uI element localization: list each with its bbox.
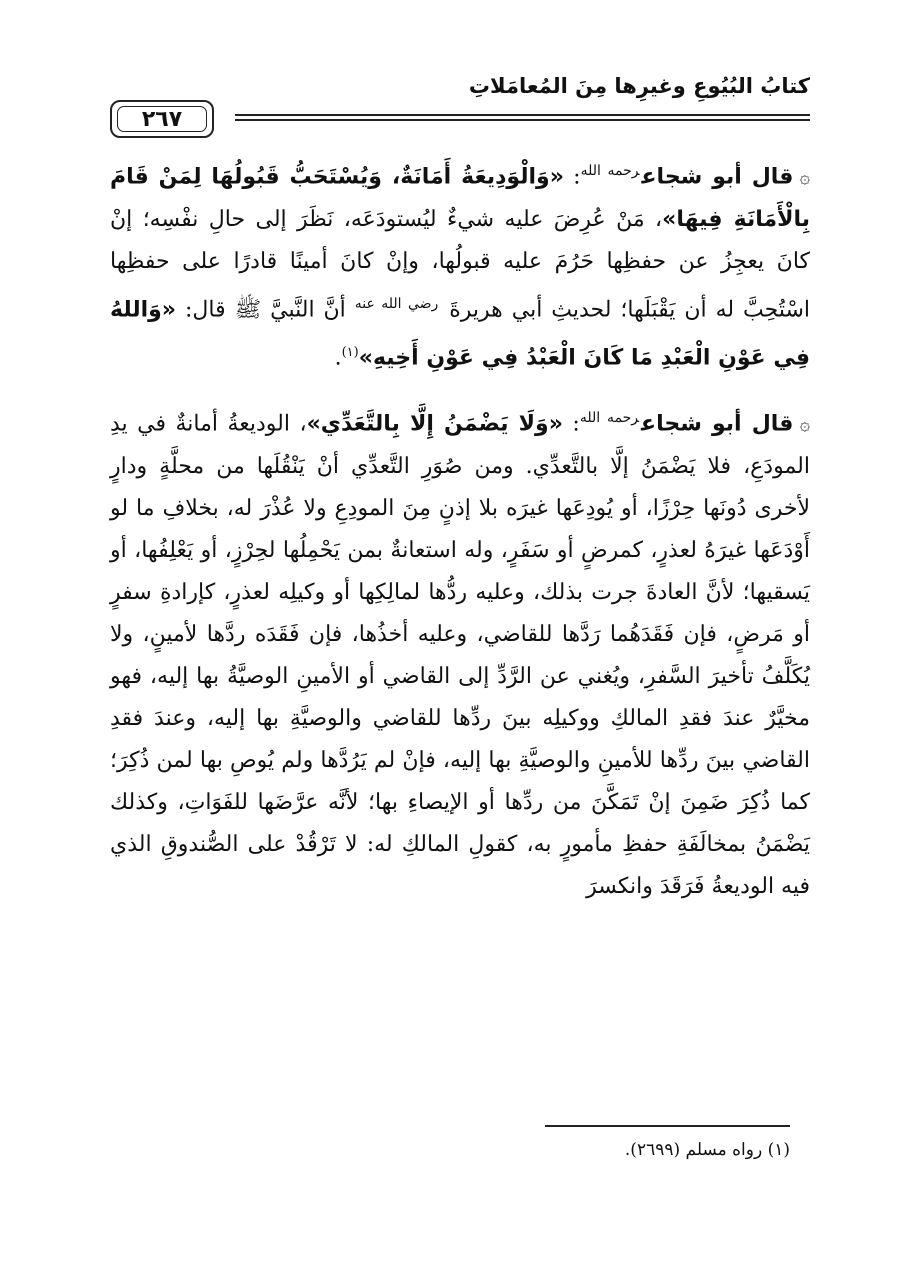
ornament-icon: ۞ bbox=[799, 167, 810, 189]
header-rule bbox=[235, 114, 810, 116]
footnote-rule bbox=[545, 1125, 790, 1127]
sentence-end: . bbox=[334, 344, 342, 370]
salawat-symbol: ﷺ bbox=[234, 297, 262, 323]
book-title: كتابُ البُيُوعِ وغيرِها مِنَ المُعامَلاتِ bbox=[468, 74, 810, 98]
matn-quote: «وَالْوَدِيعَةُ أَمَانَةٌ، وَيُسْتَحَبُّ قَبُولُهَا لِمَنْ قَامَ بِالْأَمَانَةِ فِيهَا» bbox=[110, 164, 810, 233]
speaker-label: قال أبو شجاع bbox=[641, 164, 794, 190]
header-rule bbox=[235, 119, 810, 121]
honorific: رحمه الله bbox=[580, 163, 640, 179]
matn-quote: «وَلَا يَضْمَنُ إِلَّا بِالتَّعَدِّي» bbox=[306, 411, 563, 437]
footnote: (١) رواه مسلم (٢٦٩٩). bbox=[624, 1140, 790, 1160]
commentary-text: ، مَنْ عُرِضَ عليه شيءٌ ليُستودَعَه، نَظَرَ إلى حالِ نفْسِه؛ إنْ كانَ يعجِزُ عن حفظِها حَرُمَ عليه قبولُها، وإنْ كانَ أمينًا قادرًا على حفظِها اسْتُحِبَّ له أن يَقْبَلَها؛ لحديثِ أبي هريرةَ bbox=[110, 207, 811, 323]
page-number-frame bbox=[110, 100, 214, 138]
hadith-quote: «وَاللهُ فِي عَوْنِ الْعَبْدِ مَا كَانَ الْعَبْدُ فِي عَوْنِ أَخِيهِ» bbox=[110, 297, 810, 370]
paragraph-2: ۞قال أبو شجاع$^{رحمه الله}$: «وَلَا يَضْمَنُ إِلَّا بِالتَّعَدِّي»، الوديعةُ أمانةٌ في يدِ المودَعِ، فلا يَضْمَنُ إلَّا بالتَّعدِّي. ومن صُوَرِ التَّعدِّي أنْ يَنْقُلَها من محلَّةٍ ودارٍ لأخرى دُونَها حِرْزًا، أو يُودِعَها غيرَه بلا إذنٍ مِنَ المودِعِ ولا عُذْرَ له، بخلافِ ما لو أَوْدَعَها غيرَهُ لعذرٍ، كمرضٍ أو سَفَرٍ، وله استعانةٌ بمن يَحْمِلُها لحِرْزٍ، أو يَعْلِفُها، أو يَسقيها؛ لأنَّ العادةَ جرت بذلك، وعليه ردُّها لمالِكِها أو وكيلِه لعذرٍ، كإرادةِ سفرٍ أو مَرضٍ، فإن فَقَدَهُما رَدَّها للقاضي، وعليه أخذُها، فإن فَقَدَه ردَّها لأمينٍ، ولا يُكَلَّفُ تأخيرَ السَّفرِ، ويُغني عن الرَّدِّ إلى القاضي أو الأمينِ الوصيَّةُ بها إليه، فهو مخيَّرٌ عندَ فقدِ المالكِ ووكيلِه بينَ ردِّها للقاضي والوصيَّةِ بها إليه، وعندَ فقدِ القاضي بينَ ردِّها للأمينِ والوصيَّةِ بها إليه، فإنْ لم يَرُدَّها ولم يُوصِ بها لمن ذُكِرَ؛ كما ذُكِرَ ضَمِنَ إنْ تَمَكَّنَ من ردِّها أو الإيصاءِ بها؛ لأنَّه عرَّضَها للفَوَاتِ، وكذلك يَضْمَنُ بمخالَفَةِ حفظِ مأمورٍ به، كقولِ المالكِ له: لا تَرْقُدْ على الصُّندوقِ الذي فيه الوديعةُ فَرَقَدَ وانكسرَ bbox=[110, 409, 811, 900]
honorific: رحمه الله bbox=[579, 409, 640, 426]
main-text bbox=[110, 150, 810, 908]
commentary-text: أنَّ النَّبيَّ bbox=[270, 297, 346, 323]
footnote-reference[interactable]: (١) bbox=[341, 344, 359, 360]
page-number: ٢٦٧ bbox=[141, 106, 183, 132]
sahabi-honorific: رضي الله عنه bbox=[354, 296, 439, 313]
running-header bbox=[110, 68, 810, 132]
ornament-icon: ۞ bbox=[799, 414, 811, 436]
commentary-text: ، الوديعةُ أمانةٌ في يدِ المودَعِ، فلا يَضْمَنُ إلَّا بالتَّعدِّي. ومن صُوَرِ التَّعدِّي أنْ يَنْقُلَها من محلَّةٍ ودارٍ لأخرى دُونَها حِرْزًا، أو يُودِعَها غيرَه بلا إذنٍ مِنَ المودِعِ ولا عُذْرَ له، بخلافِ ما لو أَوْدَعَها غيرَهُ لعذرٍ، كمرضٍ أو سَفَرٍ، وله استعانةٌ بمن يَحْمِلُها لحِرْزٍ، أو يَعْلِفُها، أو يَسقيها؛ لأنَّ العادةَ جرت بذلك، وعليه ردُّها لمالِكِها أو وكيلِه لعذرٍ، كإرادةِ سفرٍ أو مَرضٍ، فإن فَقَدَهُما رَدَّها للقاضي، وعليه أخذُها، فإن فَقَدَه ردَّها لأمينٍ، ولا يُكَلَّفُ تأخيرَ السَّفرِ، ويُغني عن الرَّدِّ إلى القاضي أو الأمينِ الوصيَّةُ بها إليه، فهو مخيَّرٌ عندَ فقدِ المالكِ ووكيلِه بينَ ردِّها للقاضي والوصيَّةِ بها إليه، وعندَ فقدِ القاضي بينَ ردِّها للأمينِ والوصيَّةِ بها إليه، فإنْ لم يَرُدَّها ولم يُوصِ بها لمن ذُكِرَ؛ كما ذُكِرَ ضَمِنَ إنْ تَمَكَّنَ من ردِّها أو الإيصاءِ بها؛ لأنَّه عرَّضَها للفَوَاتِ، وكذلك يَضْمَنُ بمخالَفَةِ حفظِ مأمورٍ به، كقولِ المالكِ له: لا تَرْقُدْ على الصُّندوقِ الذي فيه الوديعةُ فَرَقَدَ وانكسرَ bbox=[110, 411, 810, 900]
paragraph-1: ۞قال أبو شجاع$^{رحمه الله}$: «وَالْوَدِيعَةُ أَمَانَةٌ، وَيُسْتَحَبُّ قَبُولُهَا لِمَنْ قَامَ بِالْأَمَانَةِ فِيهَا»، مَنْ عُرِضَ عليه شيءٌ ليُستودَعَه، نَظَرَ إلى حالِ نفْسِه؛ إنْ كانَ يعجِزُ عن حفظِها حَرُمَ عليه قبولُها، وإنْ كانَ أمينًا قادرًا على حفظِها اسْتُحِبَّ له أن يَقْبَلَها؛ لحديثِ أبي هريرةَ $^{رضي الله عنه}$ أنَّ النَّبيَّ ﷺ قال: «وَاللهُ فِي عَوْنِ الْعَبْدِ مَا كَانَ الْعَبْدُ فِي عَوْنِ أَخِيهِ»$^{(١)}$. bbox=[110, 163, 811, 370]
speaker-label: قال أبو شجاع bbox=[641, 411, 794, 437]
commentary-text: قال: bbox=[184, 297, 226, 323]
